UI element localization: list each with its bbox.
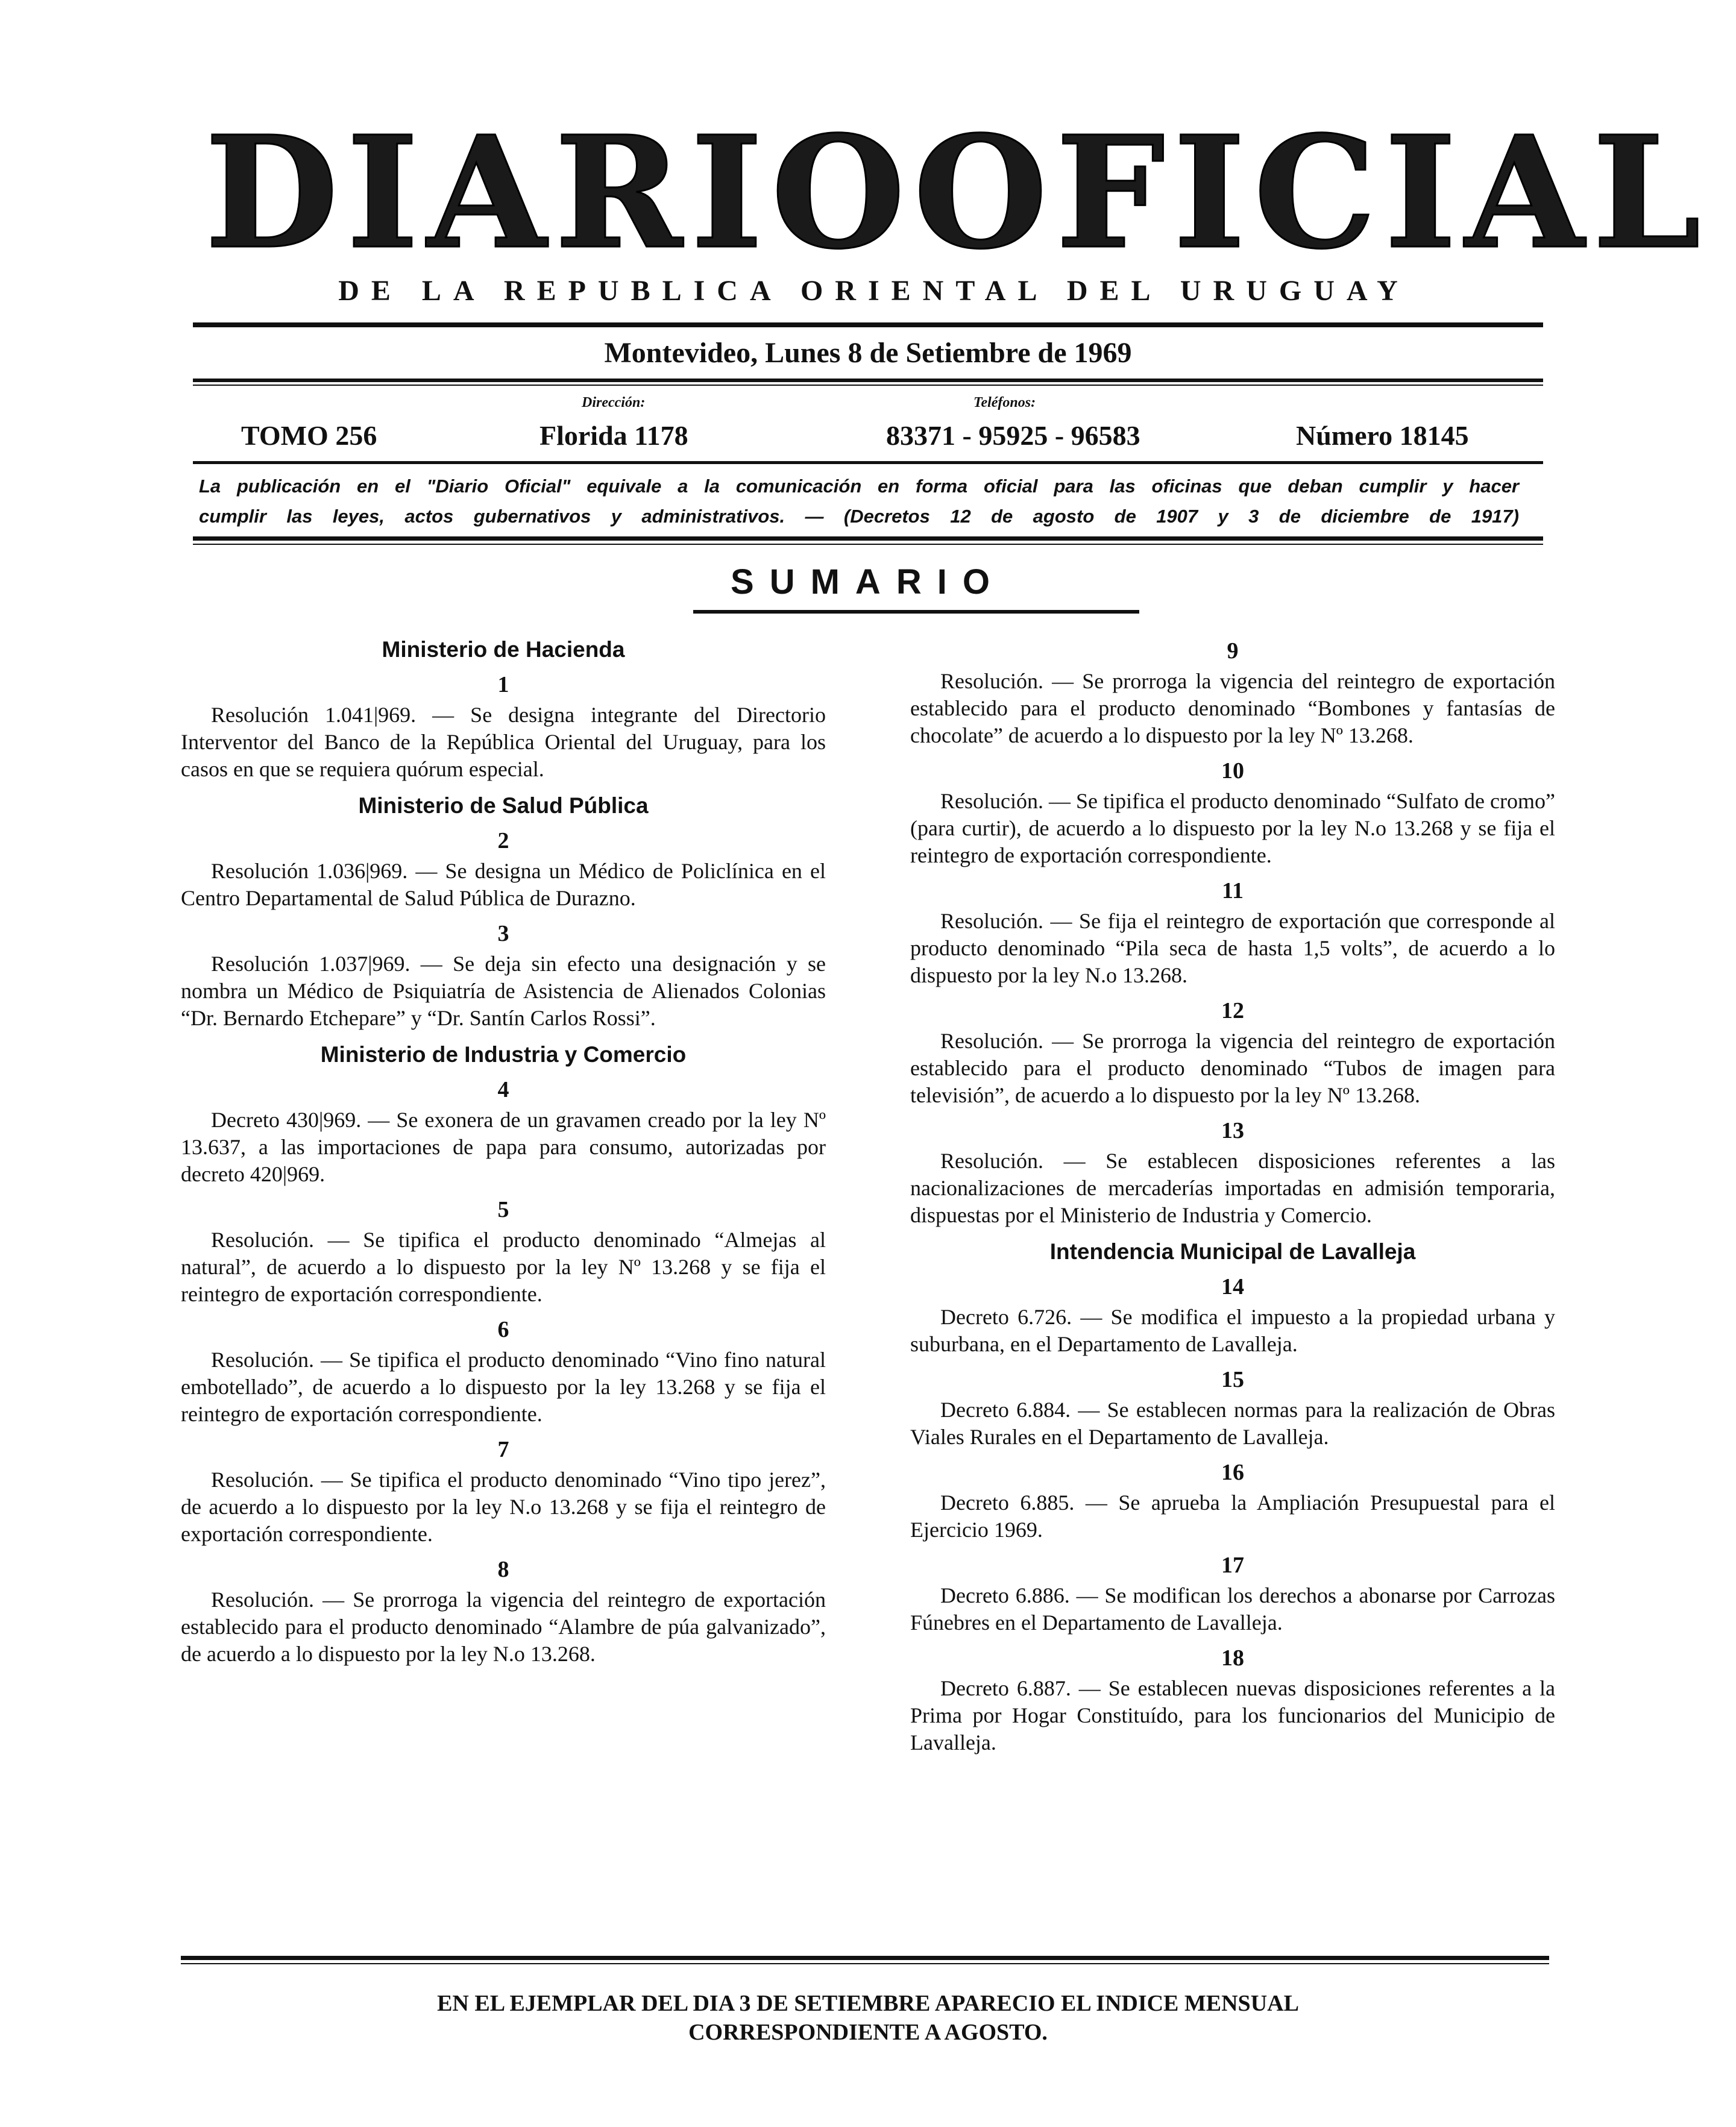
summary-entry: Resolución. — Se prorroga la vigencia del reintegro de exportación establecido para el producto denominado “Tubos de imagen para televisión”, de acuerdo a lo dispuesto por la ley Nº 13.268. bbox=[910, 1029, 1555, 1107]
rule-under-info bbox=[193, 461, 1543, 464]
item-number: 12 bbox=[1221, 998, 1244, 1023]
summary-entry: Resolución. — Se tipifica el producto denominado “Almejas al natural”, de acuerdo a lo dispuesto por la ley Nº 13.268 y se fija el reintegro de exportación correspondiente. bbox=[181, 1228, 826, 1306]
summary-entry: Resolución. — Se prorroga la vigencia del reintegro de exportación establecido para el producto denominado “Bombones y fantasías de chocolate” de acuerdo a lo dispuesto por la ley Nº 13.268. bbox=[910, 669, 1555, 747]
sumario-left-column bbox=[181, 633, 826, 1674]
dateline: Montevideo, Lunes 8 de Setiembre de 1969 bbox=[604, 337, 1132, 369]
telefonos-label: Teléfonos: bbox=[973, 395, 1036, 410]
direccion: Florida 1178 bbox=[539, 420, 688, 451]
item-number: 7 bbox=[497, 1437, 509, 1462]
sumario-right-column bbox=[910, 633, 1555, 1762]
summary-entry: Resolución. — Se tipifica el producto denominado “Vino fino natural embotellado”, de acuerdo a lo dispuesto por la ley 13.268 y se fija el reintegro de exportación correspondiente. bbox=[181, 1348, 826, 1426]
summary-entry: Decreto 6.885. — Se aprueba la Ampliación Presupuestal para el Ejercicio 1969. bbox=[910, 1491, 1555, 1542]
legal-notice-line-1: La publicación en el "Diario Oficial" equivale a la comunicación en forma oficial para las oficinas que deban cumplir y hacer bbox=[199, 476, 1519, 497]
sumario-title: SUMARIO bbox=[731, 562, 1005, 602]
footer-notice bbox=[181, 1989, 1555, 2047]
summary-entry: Resolución 1.037|969. — Se deja sin efecto una designación y se nombra un Médico de Psiquiatría de Asistencia de Alienados Colonias “Dr. Bernardo Etchepare” y “Dr. Santín Carlos Rossi”. bbox=[181, 952, 826, 1030]
section-heading: Ministerio de Industria y Comercio bbox=[320, 1042, 687, 1067]
section-heading: Ministerio de Salud Pública bbox=[358, 793, 649, 818]
item-number: 9 bbox=[1227, 638, 1239, 664]
rule-above-footer-thin bbox=[181, 1963, 1549, 1964]
masthead-word-oficial: OFICIAL bbox=[913, 102, 1709, 283]
item-number: 17 bbox=[1221, 1553, 1244, 1578]
footer-line-2: CORRESPONDIENTE A AGOSTO. bbox=[688, 2020, 1048, 2045]
item-number: 8 bbox=[497, 1557, 509, 1582]
summary-entry: Resolución 1.041|969. — Se designa integrante del Directorio Interventor del Banco de la República Oriental del Uruguay, para los casos en que se requiera quórum especial. bbox=[181, 703, 826, 781]
summary-entry: Resolución. — Se tipifica el producto denominado “Sulfato de cromo” (para curtir), de acuerdo a lo dispuesto por la ley N.o 13.268 y se fija el reintegro de exportación correspondiente. bbox=[910, 789, 1555, 867]
masthead bbox=[205, 102, 1709, 283]
rule-under-notice bbox=[193, 536, 1543, 541]
rule-under-dateline bbox=[193, 379, 1543, 382]
numero: Número 18145 bbox=[1296, 420, 1469, 451]
summary-entry: Resolución 1.036|969. — Se designa un Médico de Policlínica en el Centro Departamental de Salud Pública de Durazno. bbox=[181, 859, 826, 910]
item-number: 5 bbox=[497, 1197, 509, 1222]
legal-notice-line-2: cumplir las leyes, actos gubernativos y administrativos. — (Decretos 12 de agosto de 1907 y 3 de diciembre de 1917) bbox=[199, 506, 1519, 527]
section-heading: Intendencia Municipal de Lavalleja bbox=[1049, 1239, 1416, 1264]
item-number: 3 bbox=[497, 921, 509, 946]
item-number: 1 bbox=[497, 672, 509, 697]
summary-entry: Decreto 6.886. — Se modifican los derechos a abonarse por Carrozas Fúnebres en el Departamento de Lavalleja. bbox=[910, 1583, 1555, 1635]
rule-under-notice-thin bbox=[193, 544, 1543, 545]
summary-entry: Resolución. — Se establecen disposiciones referentes a las nacionalizaciones de mercaderías importadas en admisión temporaria, dispuestas por el Ministerio de Industria y Comercio. bbox=[910, 1149, 1555, 1227]
item-number: 15 bbox=[1221, 1367, 1244, 1392]
legal-notice bbox=[199, 471, 1519, 532]
rule-under-subtitle bbox=[193, 322, 1543, 327]
tomo: TOMO 256 bbox=[241, 420, 377, 451]
rule-under-dateline-thin bbox=[193, 385, 1543, 386]
summary-entry: Resolución. — Se fija el reintegro de exportación que corresponde al producto denominado “Pila seca de hasta 1,5 volts”, de acuerdo a lo dispuesto por la ley N.o 13.268. bbox=[910, 909, 1555, 987]
item-number: 4 bbox=[497, 1077, 509, 1102]
summary-entry: Decreto 6.887. — Se establecen nuevas disposiciones referentes a la Prima por Hogar Constituído, para los funcionarios del Municipio de Lavalleja. bbox=[910, 1676, 1555, 1755]
direccion-label: Dirección: bbox=[582, 395, 646, 410]
item-number: 13 bbox=[1221, 1118, 1244, 1143]
rule-above-footer bbox=[181, 1956, 1549, 1960]
masthead-subtitle: DE LA REPUBLICA ORIENTAL DEL URUGUAY bbox=[338, 275, 1410, 307]
summary-entry: Decreto 6.726. — Se modifica el impuesto a la propiedad urbana y suburbana, en el Departamento de Lavalleja. bbox=[910, 1305, 1555, 1356]
item-number: 6 bbox=[497, 1317, 509, 1342]
item-number: 16 bbox=[1221, 1460, 1244, 1485]
summary-entry: Resolución. — Se tipifica el producto denominado “Vino tipo jerez”, de acuerdo a lo dispuesto por la ley N.o 13.268 y se fija el reintegro de exportación correspondiente. bbox=[181, 1468, 826, 1546]
telefonos: 83371 - 95925 - 96583 bbox=[886, 420, 1140, 451]
summary-entry: Decreto 6.884. — Se establecen normas para la realización de Obras Viales Rurales en el Departamento de Lavalleja. bbox=[910, 1398, 1555, 1449]
rule-under-sumario bbox=[693, 610, 1139, 614]
item-number: 11 bbox=[1222, 878, 1244, 903]
section-heading: Ministerio de Hacienda bbox=[382, 637, 625, 662]
footer-line-1: EN EL EJEMPLAR DEL DIA 3 DE SETIEMBRE APARECIO EL INDICE MENSUAL bbox=[437, 1991, 1299, 2016]
summary-entry: Decreto 430|969. — Se exonera de un gravamen creado por la ley Nº 13.637, a las importaciones de papa para consumo, autorizadas por decreto 420|969. bbox=[181, 1108, 826, 1186]
item-number: 10 bbox=[1221, 758, 1244, 784]
masthead-word-diario: DIARIO bbox=[205, 102, 914, 283]
item-number: 2 bbox=[497, 828, 509, 853]
item-number: 14 bbox=[1221, 1274, 1244, 1299]
item-number: 18 bbox=[1221, 1645, 1244, 1671]
summary-entry: Resolución. — Se prorroga la vigencia del reintegro de exportación establecido para el producto denominado “Alambre de púa galvanizado”, de acuerdo a lo dispuesto por la ley N.o 13.268. bbox=[181, 1588, 826, 1666]
